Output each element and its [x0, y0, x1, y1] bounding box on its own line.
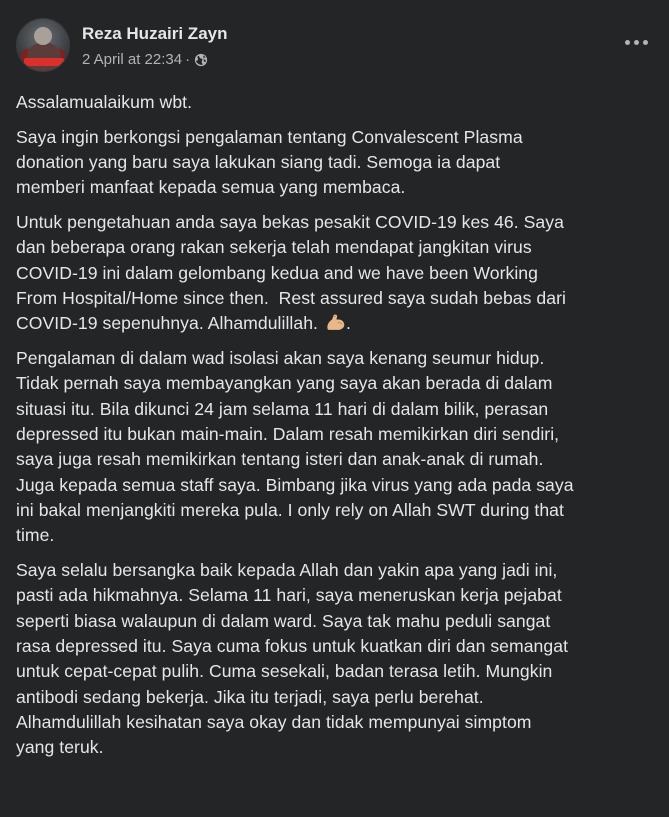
post-paragraph-5: Saya selalu bersangka baik kepada Allah dan yakin apa yang jadi ini, pasti ada hikmahnya. Selama 11 hari, saya meneruskan kerja pejabat seperti biasa walaupun di dalam ward. Saya tak mahu peduli sangat rasa depressed itu. Saya cuma fokus untuk kuatkan diri dan semangat untuk cepat-cepat pulih. Cuma sesekali, badan terasa letih. Mungkin antibodi sedang bekerja. Jika itu terjadi, saya perlu berehat. Alhamdulillah kesihatan saya okay dan tidak mempunyai simptom yang teruk.	[16, 560, 569, 758]
post-timestamp[interactable]: 2 April at 22:34	[82, 51, 183, 68]
post-paragraph-3	[16, 210, 656, 336]
post-body	[16, 90, 656, 770]
post-header	[16, 18, 653, 76]
avatar-banner	[24, 58, 64, 66]
more-horizontal-icon-dot-2	[634, 40, 639, 45]
flexed-biceps-emoji	[325, 312, 346, 332]
post-meta	[82, 51, 208, 68]
avatar-person-head	[34, 27, 52, 45]
post-paragraph-3-text: Untuk pengetahuan anda saya bekas pesakit COVID-19 kes 46. Saya dan beberapa orang rakan sekerja telah mendapat jangkitan virus COVID-19 ini dalam gelombang kedua and we have been Working From Hospital/Home since then. Rest assured saya sudah bebas dari COVID-19 sepenuhnya. Alhamdulillah.	[16, 212, 566, 334]
author-name[interactable]: Reza Huzairi Zayn	[82, 24, 228, 43]
post-paragraph-2: Saya ingin berkongsi pengalaman tentang Convalescent Plasma donation yang baru saya lakukan siang tadi. Semoga ia dapat memberi manfaat kepada semua yang membaca.	[16, 126, 523, 198]
post-paragraph-4: Pengalaman di dalam wad isolasi akan saya kenang seumur hidup. Tidak pernah saya membayangkan yang saya akan berada di dalam situasi itu. Bila dikunci 24 jam selama 11 hari di dalam bilik, perasan depressed itu bukan main-main. Dalam resah memikirkan diri sendiri, saya juga resah memikirkan tentang isteri dan anak-anak di rumah. Juga kepada semua staff saya. Bimbang jika virus yang ada pada saya ini bakal menjangkiti mereka pula. I only rely on Allah SWT during that time.	[16, 348, 574, 546]
more-horizontal-icon-dot-3	[643, 40, 648, 45]
more-horizontal-icon-dot-1	[625, 40, 630, 45]
globe-icon[interactable]	[194, 53, 208, 67]
post-paragraph-3-trailing: .	[345, 313, 351, 334]
author-avatar[interactable]	[16, 18, 70, 72]
post-paragraph-1: Assalamualaikum wbt.	[16, 92, 193, 112]
meta-separator: ·	[185, 51, 191, 68]
more-options-button[interactable]	[621, 32, 651, 52]
